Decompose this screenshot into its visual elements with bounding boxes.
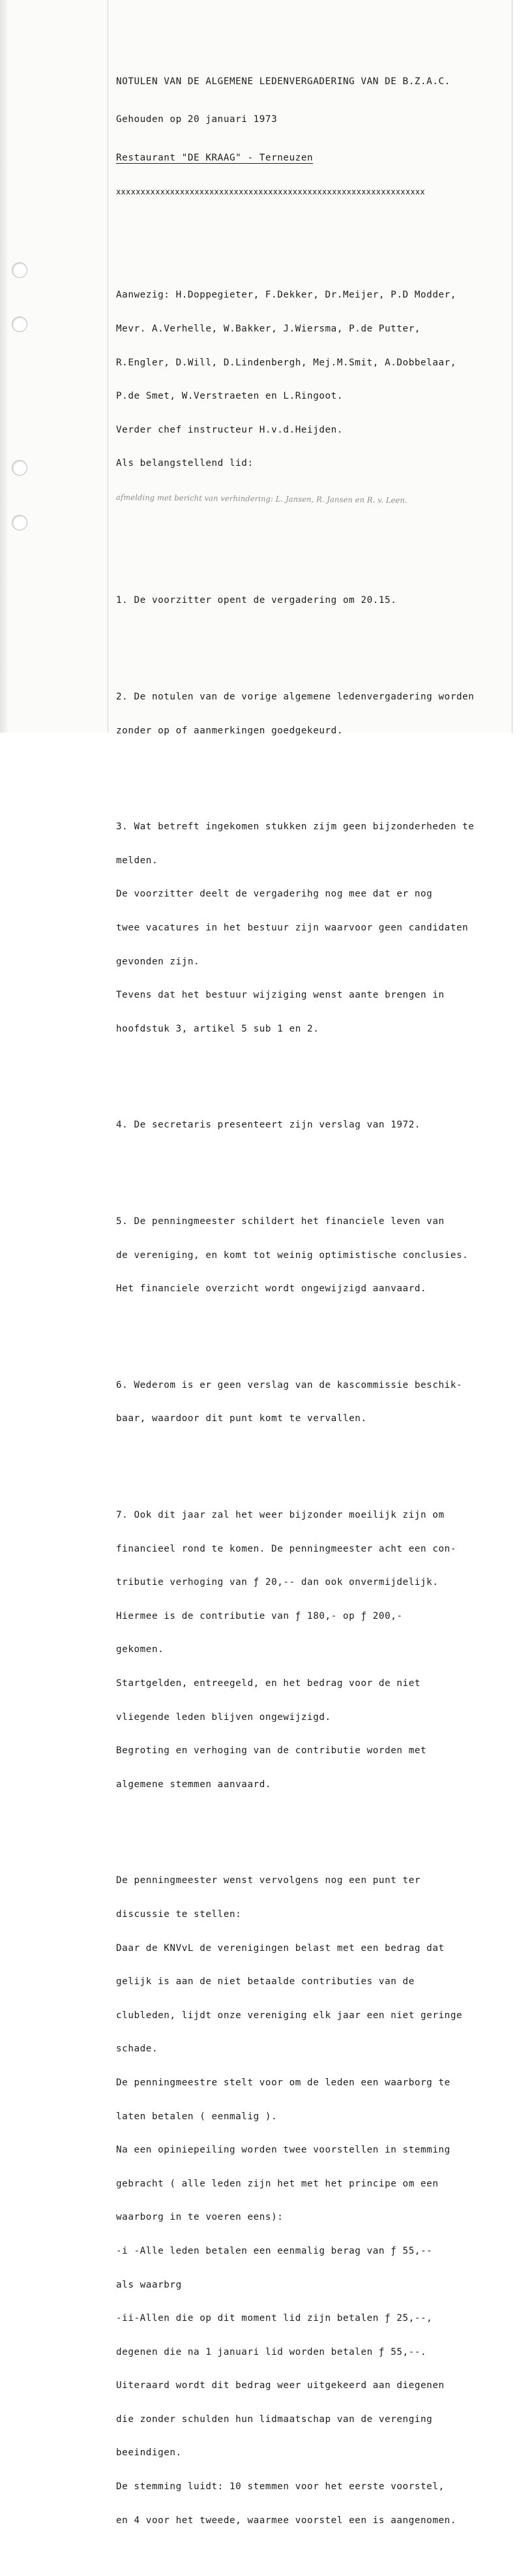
text-line: gevonden zijn. xyxy=(116,956,200,967)
text-line: 7. Ook dit jaar zal het weer bijzonder moeilijk zijn om xyxy=(116,1510,445,1521)
meeting-location: Restaurant "DE KRAAG" - Terneuzen xyxy=(116,152,314,163)
text-line: De penningmeester wenst vervolgens nog een punt ter xyxy=(116,1875,421,1886)
agenda-item-3 xyxy=(116,799,507,1058)
punch-hole xyxy=(12,262,27,278)
attendance-line: Als belangstellend lid: xyxy=(116,458,254,469)
text-line: schade. xyxy=(116,2044,158,2055)
text-line: financieel rond te komen. De penningmeester acht een con- xyxy=(116,1543,456,1554)
meeting-date: Gehouden op 20 januari 1973 xyxy=(116,114,278,125)
text-line: 5. De penningmeester schildert het financiele leven van xyxy=(116,1216,445,1227)
agenda-item-1 xyxy=(116,573,507,629)
minutes-text xyxy=(116,29,507,2576)
text-line: zonder op of aanmerkingen goedgekeurd. xyxy=(116,725,343,736)
text-line: 2. De notulen van de vorige algemene ledenvergadering worden xyxy=(116,692,475,703)
text-line: De penningmeestre stelt voor om de leden een waarborg te xyxy=(116,2077,451,2088)
x-strikeout-line: xxxxxxxxxxxxxxxxxxxxxxxxxxxxxxxxxxxxxxxxxxxxxxxxxxxxxxxxxxxxxxx xyxy=(116,187,426,197)
punch-hole xyxy=(12,316,27,332)
punch-hole xyxy=(12,460,27,476)
text-line: clubleden, lijdt onze vereniging elk jaar een niet geringe xyxy=(116,2010,463,2021)
agenda-item-4 xyxy=(116,1097,507,1154)
treasurer-proposal xyxy=(116,1853,507,2549)
text-line: Uiteraard wordt dit bedrag weer uitgekeerd aan diegenen xyxy=(116,2380,445,2391)
text-line: 1. De voorzitter opent de vergadering om 20.15. xyxy=(116,595,397,606)
text-line: 3. Wat betreft ingekomen stukken zijm geen bijzonderheden te xyxy=(116,821,475,833)
text-line: hoofdstuk 3, artikel 5 sub 1 en 2. xyxy=(116,1023,319,1034)
text-line: Na een opiniepeiling worden twee voorstellen in stemming xyxy=(116,2145,451,2156)
page-left-shadow xyxy=(0,0,9,733)
text-line: degenen die na 1 januari lid worden betalen ƒ 55,--. xyxy=(116,2346,427,2357)
attendance-line: R.Engler, D.Will, D.Lindenbergh, Mej.M.Smit, A.Dobbelaar, xyxy=(116,357,456,368)
attendance-line: Aanwezig: H.Doppegieter, F.Dekker, Dr.Meijer, P.D Modder, xyxy=(116,290,456,301)
text-line: die zonder schulden hun lidmaatschap van de verenging xyxy=(116,2414,433,2425)
text-line: en 4 voor het tweede, waarmee voorstel een is aangenomen. xyxy=(116,2515,456,2526)
header-block xyxy=(116,51,507,234)
text-line: laten betalen ( eenmalig ). xyxy=(116,2111,278,2122)
text-line: gelijk is aan de niet betaalde contributies van de xyxy=(116,1976,415,1987)
text-line: vliegende leden blijven ongewijzigd. xyxy=(116,1711,331,1723)
attendance-line: Verder chef instructeur H.v.d.Heijden. xyxy=(116,424,343,435)
text-line: als waarbrg xyxy=(116,2279,182,2290)
text-line: Tevens dat het bestuur wijziging wenst aante brengen in xyxy=(116,990,445,1001)
text-line: Startgelden, entreegeld, en het bedrag voor de niet xyxy=(116,1678,421,1689)
text-line: -i -Alle leden betalen een eenmalig berag van ƒ 55,-- xyxy=(116,2245,433,2256)
text-line: gekomen. xyxy=(116,1644,164,1655)
text-line: -ii-Allen die op dit moment lid zijn betalen ƒ 25,--, xyxy=(116,2313,433,2324)
text-line: Begroting en verhoging van de contributie worden met xyxy=(116,1745,427,1756)
agenda-item-2 xyxy=(116,669,507,759)
attendance-block xyxy=(116,268,507,539)
document-title: NOTULEN VAN DE ALGEMENE LEDENVERGADERING VAN DE B.Z.A.C. xyxy=(116,76,451,87)
agenda-item-7 xyxy=(116,1488,507,1813)
text-line: Het financiele overzicht wordt ongewijzigd aanvaard. xyxy=(116,1283,427,1295)
text-line: 6. Wederom is er geen verslag van de kascommissie beschik- xyxy=(116,1379,463,1390)
text-line: algemene stemmen aanvaard. xyxy=(116,1779,272,1790)
text-line: 4. De secretaris presenteert zijn verslag van 1972. xyxy=(116,1120,421,1131)
text-line: De voorzitter deelt de vergaderihg nog mee dat er nog xyxy=(116,889,433,900)
text-line: De stemming luidt: 10 stemmen voor het eerste voorstel, xyxy=(116,2481,445,2492)
text-line: twee vacatures in het bestuur zijn waarvoor geen candidaten xyxy=(116,923,469,934)
text-line: waarborg in te voeren eens): xyxy=(116,2212,284,2223)
agenda-item-6 xyxy=(116,1357,507,1447)
attendance-line: Mevr. A.Verhelle, W.Bakker, J.Wiersma, P.de Putter, xyxy=(116,324,421,335)
background-strip xyxy=(512,0,532,733)
text-line: Hiermee is de contributie van ƒ 180,- op ƒ 200,- xyxy=(116,1610,403,1621)
text-line: beeindigen. xyxy=(116,2447,182,2459)
text-line: tributie verhoging van ƒ 20,-- dan ook onvermijdelijk. xyxy=(116,1577,439,1588)
attendance-line: P.de Smet, W.Verstraeten en L.Ringoot. xyxy=(116,391,343,402)
text-line: baar, waardoor dit punt komt te vervallen. xyxy=(116,1413,367,1424)
text-line: Daar de KNVvL de verenigingen belast met een bedrag dat xyxy=(116,1942,445,1954)
agenda-item-5 xyxy=(116,1194,507,1317)
text-line: melden. xyxy=(116,855,158,866)
text-line: discussie te stellen: xyxy=(116,1909,242,1920)
handwritten-note: afmelding met bericht van verhindering: L. Jansen, R. Jansen en R. v. Leen. xyxy=(115,493,407,505)
punch-hole xyxy=(12,515,27,530)
text-line: de vereniging, en komt tot weinig optimistische conclusies. xyxy=(116,1250,469,1261)
text-line: gebracht ( alle leden zijn het met het principe om een xyxy=(116,2178,439,2189)
